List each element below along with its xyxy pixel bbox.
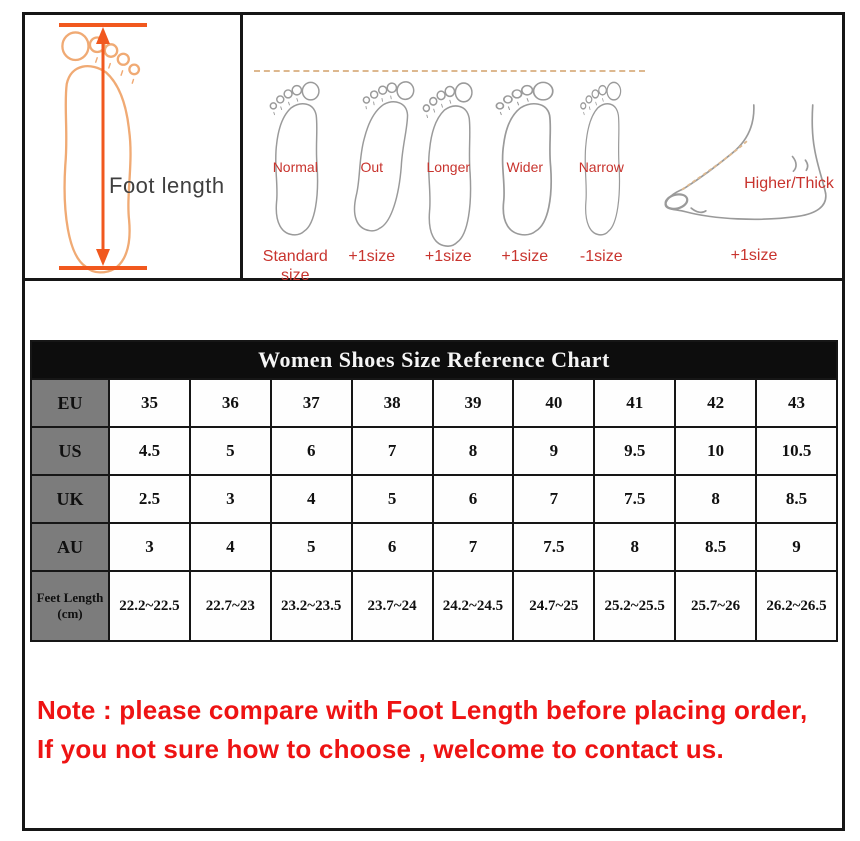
size-cell: 7 — [513, 475, 594, 523]
row-label-cell: US — [31, 427, 109, 475]
size-cell: 6 — [271, 427, 352, 475]
size-cell: 7.5 — [594, 475, 675, 523]
foot-diagram — [487, 71, 564, 281]
top-section — [25, 15, 842, 284]
size-cell: 43 — [756, 379, 837, 427]
table-title: Women Shoes Size Reference Chart — [31, 341, 837, 379]
foot-type-label: Out — [360, 159, 384, 175]
foot-type-label: Longer — [426, 159, 471, 175]
size-cell: 4.5 — [109, 427, 190, 475]
size-cell: 25.2~25.5 — [594, 571, 675, 641]
side-foot-type-label: Higher/Thick — [744, 175, 834, 192]
size-cell: 4 — [271, 475, 352, 523]
foot-length-label: Foot length — [109, 173, 225, 198]
size-cell: 9 — [756, 523, 837, 571]
size-cell: 5 — [352, 475, 433, 523]
note-line-2: If you not sure how to choose , welcome to contact us. — [37, 734, 724, 764]
size-cell: 9.5 — [594, 427, 675, 475]
feet-row — [257, 71, 640, 284]
footprint-icon — [484, 73, 565, 241]
size-cell: 37 — [271, 379, 352, 427]
foot-size-advice: +1size — [424, 248, 472, 265]
table-row — [31, 571, 837, 641]
size-cell: 9 — [513, 427, 594, 475]
size-cell: 7 — [352, 427, 433, 475]
table-row — [31, 523, 837, 571]
size-cell: 23.7~24 — [352, 571, 433, 641]
size-cell: 36 — [190, 379, 271, 427]
foot-type-label: Wider — [506, 159, 544, 175]
table-title-row — [31, 341, 837, 379]
note-text — [37, 691, 842, 769]
row-label-cell: Feet Length (cm) — [31, 571, 109, 641]
size-cell: 8 — [594, 523, 675, 571]
foot-size-advice: +1size — [501, 248, 549, 265]
foot-side-view-icon — [658, 97, 833, 239]
table-row — [31, 475, 837, 523]
row-label-cell: AU — [31, 523, 109, 571]
size-cell: 25.7~26 — [675, 571, 756, 641]
size-cell: 40 — [513, 379, 594, 427]
size-cell: 22.7~23 — [190, 571, 271, 641]
foot-size-advice: Standard size — [262, 248, 328, 284]
size-cell: 3 — [190, 475, 271, 523]
size-cell: 4 — [190, 523, 271, 571]
foot-size-advice: +1size — [348, 248, 396, 265]
size-cell: 41 — [594, 379, 675, 427]
size-cell: 7 — [433, 523, 514, 571]
size-cell: 5 — [271, 523, 352, 571]
vertical-measure-arrow-icon — [59, 25, 147, 268]
table-row — [31, 379, 837, 427]
size-cell: 26.2~26.5 — [756, 571, 837, 641]
foot-length-panel — [25, 15, 243, 278]
size-cell: 2.5 — [109, 475, 190, 523]
footprint-icon — [260, 73, 330, 241]
foot-type-label: Normal — [272, 159, 318, 175]
row-label-cell: EU — [31, 379, 109, 427]
note-line-1: Note : please compare with Foot Length before placing order, — [37, 695, 808, 725]
size-cell: 35 — [109, 379, 190, 427]
size-cell: 42 — [675, 379, 756, 427]
guide-frame — [22, 12, 845, 831]
size-cell: 10 — [675, 427, 756, 475]
size-cell: 8 — [675, 475, 756, 523]
foot-type-label: Narrow — [578, 159, 624, 175]
size-cell: 24.7~25 — [513, 571, 594, 641]
size-cell: 6 — [433, 475, 514, 523]
size-cell: 39 — [433, 379, 514, 427]
size-cell: 6 — [352, 523, 433, 571]
size-cell: 8.5 — [675, 523, 756, 571]
size-cell: 3 — [109, 523, 190, 571]
size-cell: 8.5 — [756, 475, 837, 523]
foot-diagram — [334, 71, 411, 281]
size-cell: 24.2~24.5 — [433, 571, 514, 641]
foot-size-advice: -1size — [579, 248, 623, 265]
foot-diagram — [257, 71, 334, 284]
foot-diagram — [410, 71, 487, 281]
size-cell: 23.2~23.5 — [271, 571, 352, 641]
size-reference-table — [30, 340, 838, 642]
footprint-icon — [572, 73, 629, 241]
size-cell: 8 — [433, 427, 514, 475]
size-cell: 22.2~22.5 — [109, 571, 190, 641]
foot-diagram — [563, 71, 640, 281]
size-cell: 10.5 — [756, 427, 837, 475]
size-cell: 7.5 — [513, 523, 594, 571]
side-foot-size-advice: +1size — [730, 247, 778, 264]
foot-type-panel — [243, 15, 842, 284]
foot-length-diagram-icon — [25, 15, 240, 278]
table-row — [31, 427, 837, 475]
size-cell: 38 — [352, 379, 433, 427]
size-cell: 5 — [190, 427, 271, 475]
size-chart — [30, 340, 838, 642]
row-label-cell: UK — [31, 475, 109, 523]
